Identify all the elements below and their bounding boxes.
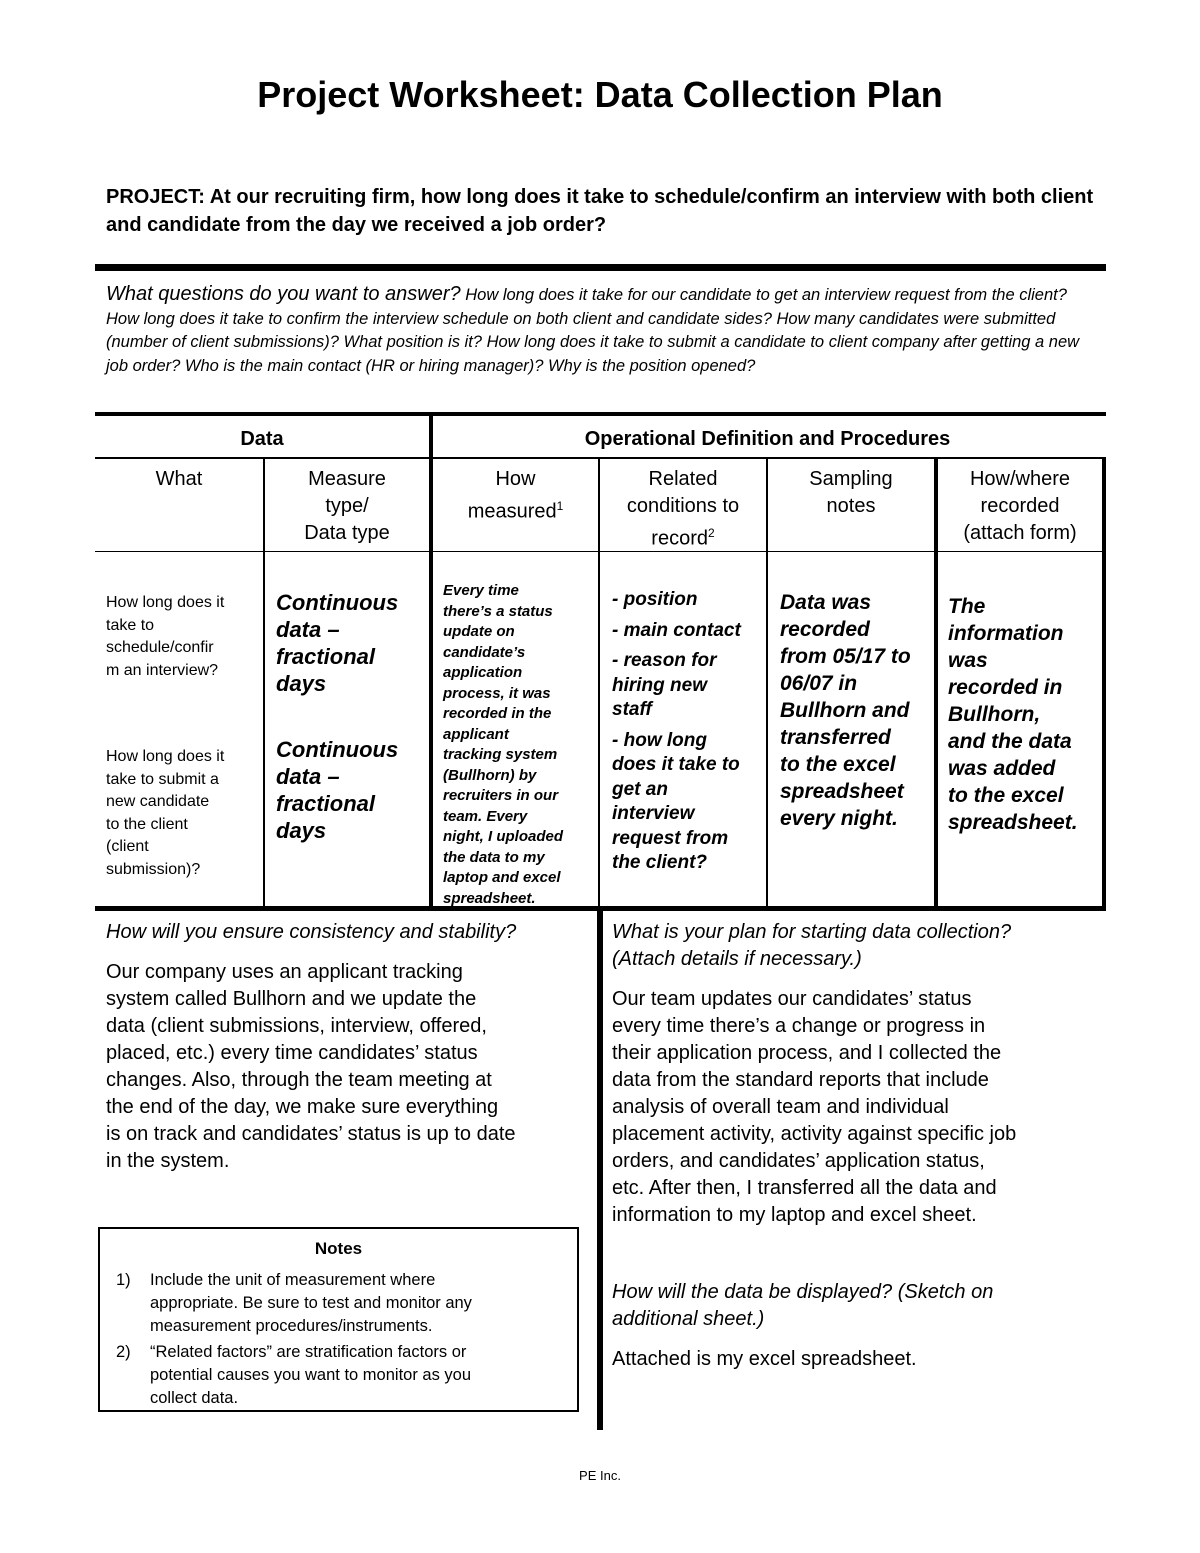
related-item bbox=[612, 649, 741, 723]
col-header-what-text: What bbox=[155, 468, 203, 490]
text-line: appropriate. Be sure to test and monitor any bbox=[150, 1294, 472, 1312]
cell-line: request from bbox=[612, 827, 729, 849]
text-line: analysis of overall team and individual bbox=[612, 1096, 949, 1118]
col-header-related bbox=[600, 466, 766, 553]
cell-line: Continuous bbox=[276, 737, 399, 762]
col-header-how bbox=[433, 466, 598, 526]
col-header-line: conditions to bbox=[626, 495, 740, 517]
divider bbox=[766, 459, 768, 908]
cell-line: the client? bbox=[612, 852, 708, 873]
cell-line: submission)? bbox=[106, 860, 201, 878]
cell-line: was added bbox=[948, 757, 1056, 780]
cell-measure-2 bbox=[276, 736, 398, 844]
questions-section bbox=[106, 283, 1101, 378]
col-header-line: recorded bbox=[980, 495, 1060, 517]
text-line: system called Bullhorn and we update the bbox=[106, 988, 477, 1010]
cell-line: tracking system bbox=[443, 746, 558, 763]
related-item bbox=[612, 619, 741, 644]
text-line: collect data. bbox=[150, 1389, 239, 1407]
cell-line: - main contact bbox=[612, 619, 741, 641]
note-number: 1) bbox=[116, 1271, 131, 1289]
related-item bbox=[612, 588, 741, 613]
table-group-operational: Operational Definition and Procedures bbox=[584, 428, 951, 450]
footer: PE Inc. bbox=[579, 1468, 621, 1483]
cell-line: Continuous bbox=[276, 590, 399, 615]
text-line: (Attach details if necessary.) bbox=[612, 948, 862, 970]
cell-line: new candidate bbox=[106, 793, 210, 810]
plan-question bbox=[612, 919, 1011, 973]
text-line: information to my laptop and excel sheet. bbox=[612, 1204, 977, 1226]
text-line: etc. After then, I transferred all the data and bbox=[612, 1177, 997, 1199]
text-line: orders, and candidates’ application status, bbox=[612, 1150, 985, 1172]
divider bbox=[95, 264, 1106, 271]
cell-line: there’s a status bbox=[443, 602, 553, 620]
divider bbox=[95, 457, 1106, 459]
text-line: additional sheet.) bbox=[612, 1308, 765, 1330]
cell-line: and the data bbox=[948, 730, 1072, 753]
text-line: data (client submissions, interview, offered, bbox=[106, 1015, 487, 1037]
text-line: Our company uses an applicant tracking bbox=[106, 961, 463, 983]
cell-what-1 bbox=[106, 592, 224, 682]
display-question bbox=[612, 1279, 993, 1333]
divider bbox=[597, 908, 603, 1430]
cell-measure-1 bbox=[276, 589, 398, 697]
consistency-question: How will you ensure consistency and stability? bbox=[106, 921, 517, 943]
cell-line: Bullhorn and bbox=[780, 699, 910, 722]
cell-line: How long does it bbox=[106, 748, 225, 765]
cell-line: to the client bbox=[106, 815, 188, 833]
cell-line: process, it was bbox=[443, 684, 551, 702]
cell-line: the data to my bbox=[443, 848, 545, 866]
text-line: in the system. bbox=[106, 1150, 230, 1172]
col-header-where bbox=[938, 466, 1102, 547]
cell-line: every night. bbox=[780, 807, 898, 830]
cell-line: laptop and excel bbox=[443, 869, 561, 886]
text-line: their application process, and I collected the bbox=[612, 1042, 1002, 1064]
text-line: Include the unit of measurement where bbox=[150, 1271, 436, 1289]
col-header-line: Related bbox=[648, 468, 718, 490]
text-line: How will the data be displayed? (Sketch on bbox=[612, 1281, 994, 1303]
cell-what-2 bbox=[106, 746, 224, 881]
cell-line: recorded bbox=[780, 618, 870, 641]
divider bbox=[1102, 459, 1106, 908]
cell-line: application bbox=[443, 664, 523, 681]
questions-prompt: What questions do you want to answer? bbox=[106, 283, 461, 305]
cell-line: interview bbox=[612, 803, 695, 824]
cell-line: spreadsheet bbox=[780, 780, 904, 803]
related-item bbox=[612, 729, 741, 876]
cell-line: How long does it bbox=[106, 594, 225, 611]
page-title: Project Worksheet: Data Collection Plan bbox=[257, 74, 943, 115]
cell-line: - how long bbox=[612, 729, 707, 751]
text-line: “Related factors” are stratification factors or bbox=[150, 1343, 467, 1361]
col-header-sampling bbox=[768, 466, 934, 520]
note-number: 2) bbox=[116, 1343, 131, 1361]
cell-line: (Bullhorn) by bbox=[443, 766, 537, 784]
col-header-line bbox=[600, 520, 766, 553]
text-line: placement activity, activity against specific job bbox=[612, 1123, 1017, 1145]
text-line: data from the standard reports that include bbox=[612, 1069, 989, 1091]
consistency-answer bbox=[106, 959, 516, 1175]
cell-line: recorded in the bbox=[443, 705, 552, 722]
note-text bbox=[150, 1341, 555, 1410]
cell-line: - position bbox=[612, 589, 698, 610]
display-answer: Attached is my excel spreadsheet. bbox=[612, 1348, 917, 1370]
divider bbox=[95, 412, 1106, 416]
cell-line: candidate’s bbox=[443, 643, 526, 661]
text-line: the end of the day, we make sure everything bbox=[106, 1096, 499, 1118]
cell-line: applicant bbox=[443, 725, 509, 743]
col-header-line: (attach form) bbox=[963, 522, 1077, 544]
cell-line: The bbox=[948, 595, 986, 618]
notes-box bbox=[98, 1227, 579, 1412]
col-header-line: How bbox=[495, 468, 536, 490]
cell-line: Bullhorn, bbox=[948, 703, 1041, 726]
cell-line: take to bbox=[106, 616, 155, 634]
cell-line: staff bbox=[612, 699, 652, 720]
col-header-line: Measure bbox=[308, 468, 386, 490]
text-line: potential causes you want to monitor as you bbox=[150, 1366, 472, 1384]
cell-line: team. Every bbox=[443, 807, 528, 825]
cell-line: Every time bbox=[443, 582, 519, 599]
col-header-line: type/ bbox=[325, 495, 369, 517]
col-header-line-text: measured bbox=[467, 500, 557, 523]
text-line: What is your plan for starting data collection? bbox=[612, 921, 1012, 943]
questions-answer: How long does it take for our candidate to get an interview request from the client? How long does it take to confirm the interview schedule on both client and candidate sides? How many candidates were submitted (number of client submissions)? What position is it? How long does it take to submit a candidate to client company after getting a new job order? Who is the main contact (HR or hiring manager)? Why is the position opened? bbox=[106, 286, 1080, 375]
cell-line: 06/07 in bbox=[780, 672, 858, 695]
text-line: every time there’s a change or progress in bbox=[612, 1015, 986, 1037]
cell-line: hiring new bbox=[612, 674, 707, 696]
cell-line: days bbox=[276, 671, 327, 696]
table-group-data: Data bbox=[240, 428, 284, 450]
col-header-line: Data type bbox=[304, 522, 390, 544]
note-text bbox=[150, 1269, 555, 1338]
cell-line: get an bbox=[612, 778, 668, 800]
cell-line: transferred bbox=[780, 726, 891, 749]
text-line: Our team updates our candidates’ status bbox=[612, 988, 972, 1010]
text-line: measurement procedures/instruments. bbox=[150, 1317, 433, 1335]
cell-line: Data was bbox=[780, 591, 872, 614]
col-header-line bbox=[433, 493, 598, 526]
col-header-line: Sampling bbox=[809, 468, 893, 490]
cell-line: data – bbox=[276, 617, 340, 642]
cell-line: data – bbox=[276, 764, 340, 789]
cell-sampling-notes bbox=[780, 589, 911, 832]
notes-title: Notes bbox=[314, 1239, 363, 1258]
col-header-line: notes bbox=[826, 495, 876, 517]
text-line: changes. Also, through the team meeting at bbox=[106, 1069, 492, 1091]
cell-line: spreadsheet. bbox=[443, 889, 536, 907]
cell-line: to the excel bbox=[780, 753, 896, 776]
cell-line: recorded in bbox=[948, 676, 1063, 699]
cell-line: days bbox=[276, 818, 327, 843]
cell-line: m an interview? bbox=[106, 661, 219, 679]
cell-line: update on bbox=[443, 623, 515, 640]
cell-line: information bbox=[948, 622, 1064, 645]
footnote-ref: 2 bbox=[708, 526, 715, 540]
col-header-line-text: record bbox=[651, 527, 708, 550]
cell-line: to the excel bbox=[948, 784, 1064, 807]
text-line: is on track and candidates’ status is up to date bbox=[106, 1123, 516, 1145]
cell-line: was bbox=[948, 649, 988, 672]
cell-line: take to submit a bbox=[106, 770, 219, 788]
cell-line: (client bbox=[106, 838, 149, 855]
cell-line: does it take to bbox=[612, 754, 740, 775]
cell-line: - reason for bbox=[612, 650, 717, 671]
footnote-ref: 1 bbox=[556, 499, 564, 513]
cell-related-conditions bbox=[612, 588, 741, 876]
col-header-line: How/where bbox=[969, 468, 1071, 490]
cell-line: night, I uploaded bbox=[443, 828, 563, 845]
cell-where-recorded bbox=[948, 593, 1078, 836]
cell-line: recruiters in our bbox=[443, 787, 559, 804]
col-header-what bbox=[95, 466, 263, 493]
project-statement: PROJECT: At our recruiting firm, how long does it take to schedule/confirm an interview with both client and candidate from the day we received a job order? bbox=[106, 186, 1094, 236]
cell-how-measured bbox=[443, 581, 563, 909]
cell-line: spreadsheet. bbox=[948, 811, 1078, 834]
plan-answer bbox=[612, 986, 1016, 1229]
cell-line: fractional bbox=[276, 644, 376, 669]
cell-line: fractional bbox=[276, 791, 376, 816]
text-line: placed, etc.) every time candidates’ status bbox=[106, 1042, 478, 1064]
cell-line: from 05/17 to bbox=[780, 645, 911, 668]
cell-line: schedule/confir bbox=[106, 639, 214, 656]
col-header-measure bbox=[265, 466, 429, 547]
